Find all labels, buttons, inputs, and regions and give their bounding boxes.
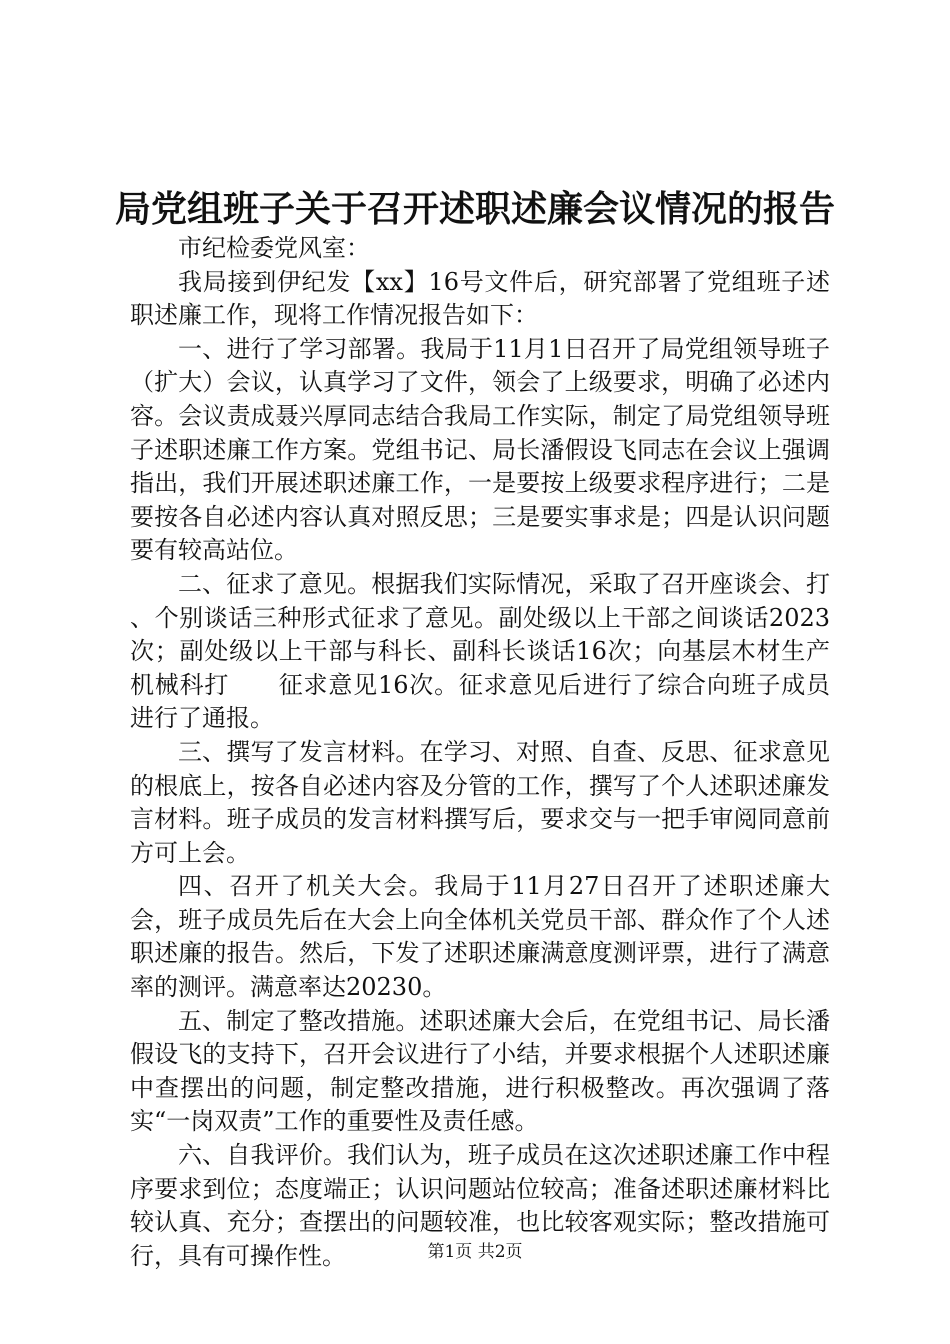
salutation: 市纪检委党风室： [178,234,370,262]
page-number-footer: 第1页 共2页 [427,1242,523,1262]
intro-paragraph: 我局接到伊纪发【xx】16号文件后，研究部署了党组班子述职述廉工作，现将工作情况报告如下： [130,267,830,330]
document-body [130,232,878,1273]
section-6-paragraph: 六、自我评价。我们认为，班子成员在这次述职述廉工作中程序要求到位；态度端正；认识问题站位较高；准备述职述廉材料比较认真、充分；查摆出的问题较准，也比较客观实际；整改措施可行，具有可操作性。 [130,1141,830,1270]
section-5-paragraph: 五、制定了整改措施。述职述廉大会后，在党组书记、局长潘假设飞的支持下，召开会议进行了小结，并要求根据个人述职述廉中查摆出的问题，制定整改措施，进行积极整改。再次强调了落实“一岗双责”工作的重要性及责任感。 [130,1006,830,1136]
section-1-paragraph: 一、进行了学习部署。我局于11月1日召开了局党组领导班子（扩大）会议，认真学习了文件，领会了上级要求，明确了必述内容。会议责成聂兴厚同志结合我局工作实际，制定了局党组领导班子述职述廉工作方案。党组书记、局长潘假设飞同志在会议上强调指出，我们开展述职述廉工作，一是要按上级要求程序进行；二是要按各自必述内容认真对照反思；三是要实事求是；四是认识问题要有较高站位。 [130,334,830,565]
section-4-paragraph: 四、召开了机关大会。我局于11月27日召开了述职述廉大会，班子成员先后在大会上向全体机关党员干部、群众作了个人述职述廉的报告。然后，下发了述职述廉满意度测评票，进行了满意率的测评。满意率达20230。 [130,872,830,1002]
document-title: 局党组班子关于召开述职述廉会议情况的报告 [114,188,835,230]
section-3-paragraph: 三、撰写了发言材料。在学习、对照、自查、反思、征求意见的根底上，按各自必述内容及分管的工作，撰写了个人述职述廉发言材料。班子成员的发言材料撰写后，要求交与一把手审阅同意前方可上会。 [130,737,830,867]
section-2-paragraph: 二、征求了意见。根据我们实际情况，采取了召开座谈会、打 、个别谈话三种形式征求了意见。副处级以上干部之间谈话2023次；副处级以上干部与科长、副科长谈话16次；向基层木材生产机械科打 征求意见16次。征求意见后进行了综合向班子成员进行了通报。 [130,569,878,733]
